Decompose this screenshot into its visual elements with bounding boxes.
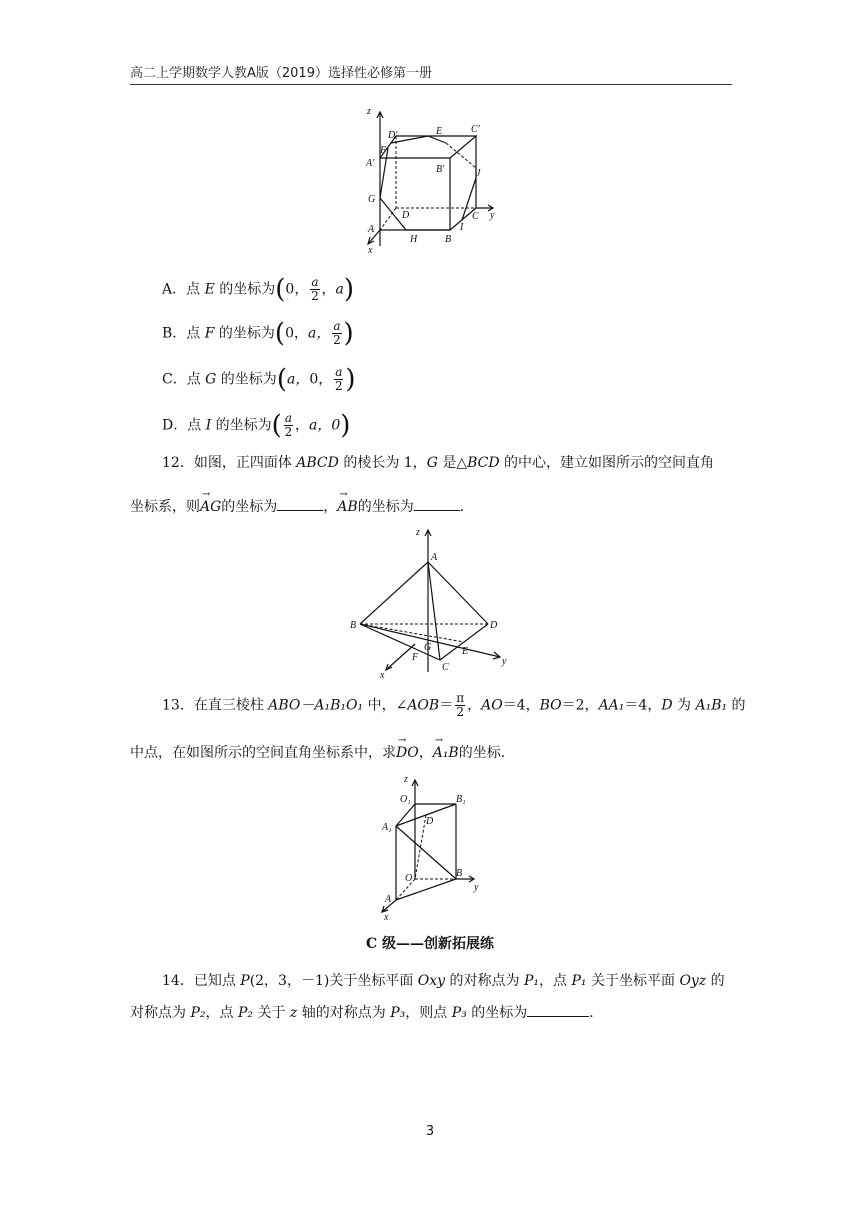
question-13-line1: 13．在直三棱柱 ABO－A₁B₁O₁ 中，∠AOB＝ $\frac{\pi}{2}$ ，AO＝4，BO＝2，AA₁＝4，D 为 A₁B₁ 的 bbox=[162, 691, 746, 719]
header-divider bbox=[130, 84, 732, 85]
label-D: D bbox=[402, 210, 410, 221]
section-title: C 级——创新拓展练 bbox=[365, 936, 495, 952]
question-14-line2: 对称点为 P₂，点 P₂ 关于 z 轴的对称点为 P₃，则点 P₃ 的坐标为 ． bbox=[130, 1002, 732, 1022]
label-A: A bbox=[385, 894, 392, 905]
tetrahedron-figure bbox=[340, 522, 520, 682]
label-Bprime: B′ bbox=[436, 164, 445, 175]
label-y: y bbox=[474, 882, 479, 893]
label-y: y bbox=[490, 210, 495, 221]
question-12-line1: 12．如图，正四面体 ABCD 的棱长为 1，G 是△BCD 的中心，建立如图所示的空间直角 bbox=[162, 455, 715, 471]
label-F: F bbox=[412, 652, 419, 663]
label-H: H bbox=[410, 234, 418, 245]
label-E: E bbox=[436, 126, 443, 137]
prism-figure bbox=[370, 774, 490, 924]
answer-blank[interactable] bbox=[527, 1002, 589, 1017]
label-A1: A₁ bbox=[382, 822, 392, 833]
label-z: z bbox=[367, 108, 371, 117]
label-B: B bbox=[456, 868, 463, 879]
label-x: x bbox=[368, 245, 373, 256]
label-Cprime: C′ bbox=[471, 124, 480, 135]
question-13-line2: 中点，在如图所示的空间直角坐标系中，求→ DO，→ A₁B的坐标． bbox=[130, 742, 732, 762]
page-number: 3 bbox=[425, 1124, 435, 1139]
answer-blank[interactable] bbox=[277, 496, 323, 511]
label-x: x bbox=[380, 670, 385, 681]
label-O: O bbox=[405, 873, 413, 884]
label-z: z bbox=[416, 527, 420, 538]
label-G: G bbox=[368, 194, 376, 205]
option-b: B．点 F 的坐标为(0，a， $\frac{a}{2}$ ) bbox=[162, 318, 354, 349]
label-z: z bbox=[404, 774, 408, 785]
label-y: y bbox=[502, 656, 507, 667]
option-a: A．点 E 的坐标为(0， $\frac{a}{2}$ ，a) bbox=[162, 274, 355, 305]
label-F: F bbox=[380, 145, 387, 156]
label-G: G bbox=[424, 642, 432, 653]
label-x: x bbox=[384, 912, 389, 923]
label-C: C bbox=[442, 662, 449, 673]
option-c: C．点 G 的坐标为(a，0， $\frac{a}{2}$ ) bbox=[162, 364, 356, 395]
label-Dprime: D′ bbox=[388, 130, 398, 141]
answer-blank[interactable] bbox=[414, 496, 460, 511]
label-E: E bbox=[462, 646, 469, 657]
label-Aprime: A′ bbox=[366, 158, 375, 169]
label-B1: B₁ bbox=[456, 794, 466, 805]
page-header: 高二上学期数学人教A版（2019）选择性必修第一册 bbox=[130, 66, 432, 81]
label-D: D bbox=[490, 620, 498, 631]
cube-figure bbox=[358, 108, 508, 258]
question-12-line2: 坐标系，则→ AG的坐标为 ，→ AB的坐标为 ． bbox=[130, 496, 732, 516]
option-d: D．点 I 的坐标为( $\frac{a}{2}$ ，a，0) bbox=[162, 410, 351, 441]
label-A: A bbox=[368, 224, 375, 235]
question-14-line1: 14．已知点 P(2，3，－1)关于坐标平面 Oxy 的对称点为 P₁，点 P₁ 关于坐标平面 Oyz 的 bbox=[162, 973, 725, 989]
label-I: I bbox=[460, 222, 464, 233]
label-O1: O₁ bbox=[400, 794, 411, 805]
label-D: D bbox=[426, 816, 434, 827]
label-J: J bbox=[476, 168, 481, 179]
label-A: A bbox=[431, 552, 438, 563]
label-B: B bbox=[350, 620, 357, 631]
label-B: B bbox=[445, 234, 452, 245]
label-C: C bbox=[472, 211, 479, 222]
